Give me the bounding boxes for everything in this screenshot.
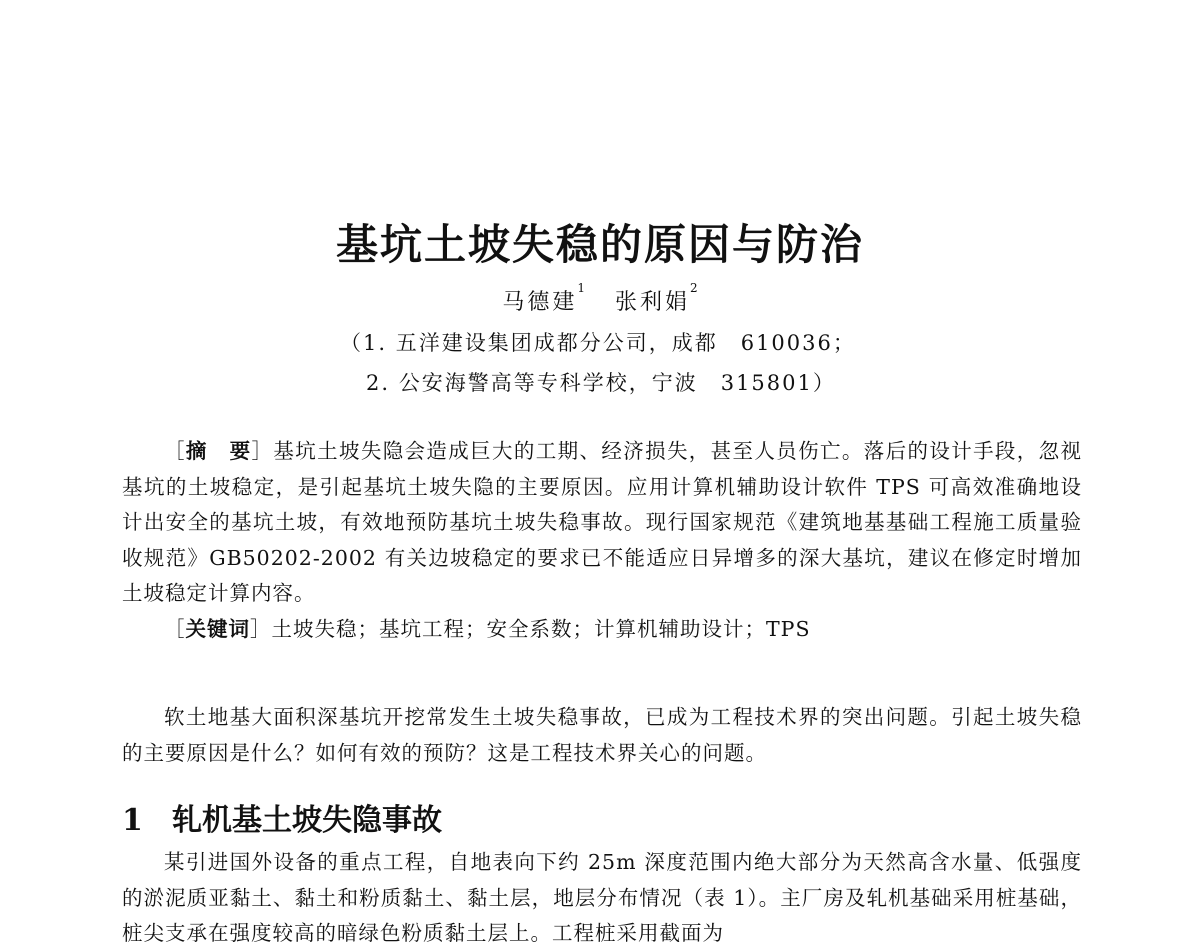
intro-paragraph: 软土地基大面积深基坑开挖常发生土坡失稳事故，已成为工程技术界的突出问题。引起土坡失稳的主要原因是什么？如何有效的预防？这是工程技术界关心的问题。 (122, 705, 1082, 765)
author-1-name: 马德建 (502, 290, 578, 315)
keywords-text: 土坡失稳；基坑工程；安全系数；计算机辅助设计；TPS (271, 616, 811, 641)
section-1-heading (122, 795, 442, 839)
section-1-number: 1 (122, 803, 143, 838)
abstract-paragraph: ［摘 要］基坑土坡失隐会造成巨大的工期、经济损失，甚至人员伤亡。落后的设计手段，忽视基坑的土坡稳定，是引起基坑土坡失隐的主要原因。应用计算机辅助设计软件 TPS 可高效准确地设计出安全的基坑土坡，有效地预防基坑土坡失稳事故。现行国家规范《建筑地基基础工程施工质量验收规范》GB50202-2002 有关边坡稳定的要求已不能适应日异增多的深大基坑，建议在修定时增加土坡稳定计算内容。 (122, 439, 1083, 605)
paper-title: 基坑土坡失稳的原因与防治 (335, 220, 864, 269)
author-2-sup: 2 (690, 281, 698, 295)
author-2-name: 张利娟 (614, 290, 690, 315)
affiliation-2: 2. 公安海警高等专科学校，宁波 315801） (366, 371, 836, 395)
author-1-sup: 1 (577, 281, 585, 295)
section-1-paragraph: 某引进国外设备的重点工程，自地表向下约 25m 深度范围内绝大部分为天然高含水量、低强度的淤泥质亚黏土、黏土和粉质黏土、黏土层，地层分布情况（表 1）。主厂房及轧机基础采用桩基础，桩尖支承在强度较高的暗绿色粉质黏土层上。工程桩采用截面为 (122, 850, 1082, 945)
affiliation-1: （1. 五洋建设集团成都分公司，成都 610036； (340, 331, 856, 355)
abstract-section (122, 434, 1082, 647)
keywords-paragraph: ［关键词］土坡失稳；基坑工程；安全系数；计算机辅助设计；TPS (164, 616, 811, 641)
abstract-label: 摘 要 (185, 439, 252, 463)
intro-section (122, 700, 1082, 771)
keywords-label: 关键词 (185, 616, 250, 641)
authors (0, 281, 1200, 316)
section-1-body (122, 845, 1082, 952)
section-1-title: 轧机基土坡失隐事故 (172, 803, 442, 838)
abstract-text: 基坑土坡失隐会造成巨大的工期、经济损失，甚至人员伤亡。落后的设计手段，忽视基坑的土坡稳定，是引起基坑土坡失隐的主要原因。应用计算机辅助设计软件 TPS 可高效准确地设计出安全的基坑土坡，有效地预防基坑土坡失稳事故。现行国家规范《建筑地基基础工程施工质量验收规范》GB50202-2002 有关边坡稳定的要求已不能适应日异增多的深大基坑，建议在修定时增加土坡稳定计算内容。 (122, 439, 1083, 605)
